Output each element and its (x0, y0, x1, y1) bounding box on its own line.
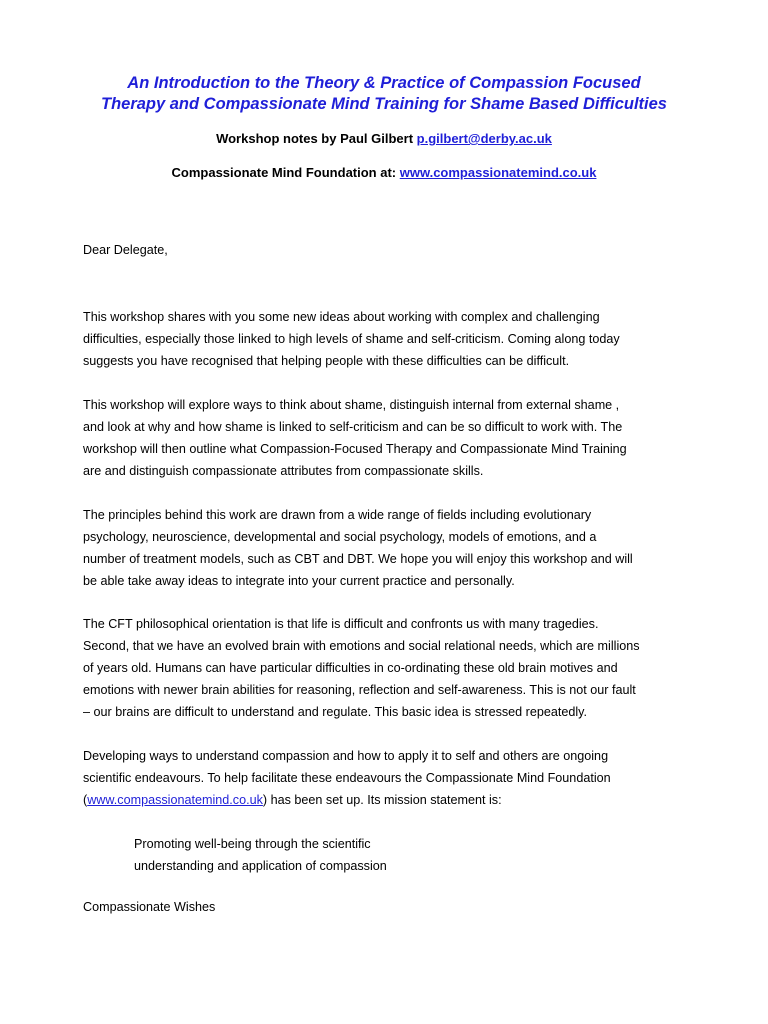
paragraph-principles (83, 504, 693, 592)
paragraph-line: emotions with newer brain abilities for reasoning, reflection and self-awareness. This is not our fault (83, 683, 636, 697)
paragraph-line: Developing ways to understand compassion and how to apply it to self and others are ongoing (83, 749, 609, 763)
paragraph-line: – our brains are difficult to understand and regulate. This basic idea is stressed repeatedly. (83, 705, 588, 719)
paragraph-line: psychology, neuroscience, developmental and social psychology, models of emotions, and a (83, 530, 597, 544)
mission-statement (134, 833, 387, 877)
paragraph-line: This workshop shares with you some new ideas about working with complex and challenging (83, 310, 600, 324)
foundation-website-link[interactable]: www.compassionatemind.co.uk (399, 165, 597, 180)
paragraph-line: The principles behind this work are drawn from a wide range of fields including evolutionary (83, 508, 592, 522)
paragraph-line: workshop will then outline what Compassion-Focused Therapy and Compassionate Mind Training (83, 442, 627, 456)
paragraph-line: Second, that we have an evolved brain with emotions and social relational needs, which are millions (83, 639, 640, 653)
mission-line: understanding and application of compassion (134, 859, 387, 873)
paragraph-line: suggests you have recognised that helping people with these difficulties can be difficult. (83, 354, 570, 368)
foundation-inline-link[interactable]: www.compassionatemind.co.uk (87, 793, 263, 807)
paragraph-intro (83, 306, 693, 372)
paragraph-line: difficulties, especially those linked to high levels of shame and self-criticism. Coming along today (83, 332, 620, 346)
paragraph-line-rest: ) has been set up. Its mission statement is: (262, 793, 502, 807)
foundation-line (60, 165, 708, 180)
author-email-link[interactable]: p.gilbert@derby.ac.uk (416, 131, 552, 146)
workshop-notes-label: Workshop notes by Paul Gilbert (216, 131, 417, 146)
paragraph-line: of years old. Humans can have particular difficulties in co-ordinating these old brain motives and (83, 661, 618, 675)
workshop-notes-line (60, 131, 708, 146)
paragraph-line: number of treatment models, such as CBT and DBT. We hope you will enjoy this workshop and will (83, 552, 633, 566)
paragraph-line: This workshop will explore ways to think about shame, distinguish internal from external shame , (83, 398, 620, 412)
paragraph-line: and look at why and how shame is linked to self-criticism and can be so difficult to work with. The (83, 420, 623, 434)
paragraph-line: are and distinguish compassionate attributes from compassionate skills. (83, 464, 484, 478)
mission-line: Promoting well-being through the scientific (134, 837, 371, 851)
paragraph-workshop-scope (83, 394, 693, 482)
paragraph-line: be able take away ideas to integrate into your current practice and personally. (83, 574, 515, 588)
paragraph-line: The CFT philosophical orientation is that life is difficult and confronts us with many tragedies. (83, 617, 599, 631)
paragraph-line-with-link (83, 789, 693, 811)
document-title-line-2: Therapy and Compassionate Mind Training for Shame Based Difficulties (100, 95, 667, 113)
open-paren: ( (83, 793, 88, 807)
paragraph-foundation (83, 745, 693, 811)
foundation-label: Compassionate Mind Foundation at: (171, 165, 400, 180)
paragraph-cft-orientation (83, 613, 693, 723)
paragraph-line: scientific endeavours. To help facilitate these endeavours the Compassionate Mind Foundation (83, 771, 611, 785)
salutation: Dear Delegate, (83, 243, 168, 257)
closing-signoff: Compassionate Wishes (83, 900, 216, 914)
document-title-line-1: An Introduction to the Theory & Practice of Compassion Focused (127, 74, 641, 92)
